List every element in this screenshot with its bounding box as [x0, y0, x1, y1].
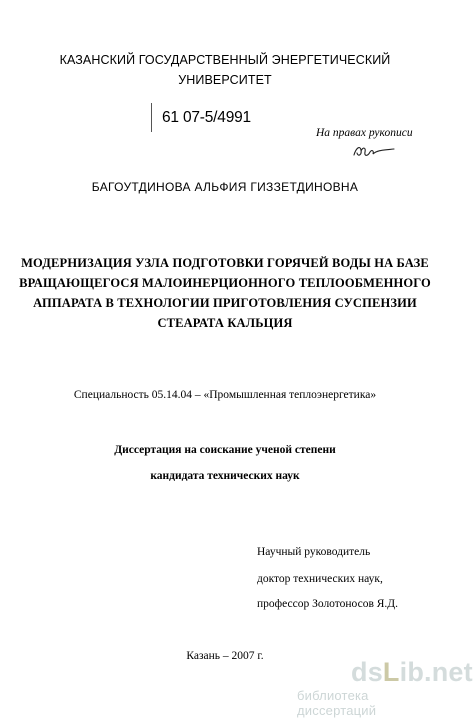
supervisor-line: Научный руководитель	[257, 546, 371, 558]
title-line: ВРАЩАЮЩЕГОСЯ МАЛОИНЕРЦИОННОГО ТЕПЛООБМЕННОГО	[19, 276, 431, 290]
watermark-logo-highlight: L	[382, 657, 400, 687]
signature	[350, 142, 398, 160]
title-line: МОДЕРНИЗАЦИЯ УЗЛА ПОДГОТОВКИ ГОРЯЧЕЙ ВОДЫ НА БАЗЕ	[21, 256, 429, 270]
shelf-mark: 61 07-5/4991	[162, 109, 251, 126]
supervisor-line: профессор Золотоносов Я.Д.	[257, 598, 399, 610]
title-line: АППАРАТА В ТЕХНОЛОГИИ ПРИГОТОВЛЕНИЯ СУСПЕНЗИИ	[33, 296, 417, 310]
supervisor-line: доктор технических наук,	[257, 573, 383, 585]
university-name-line1: КАЗАНСКИЙ ГОСУДАРСТВЕННЫЙ ЭНЕРГЕТИЧЕСКИЙ	[59, 53, 391, 67]
specialty: Специальность 05.14.04 – «Промышленная теплоэнергетика»	[73, 389, 377, 401]
watermark-logo-suffix: ib.net	[399, 657, 473, 687]
watermark-subtitle: библиотека диссертаций	[297, 688, 377, 718]
author-name: БАГОУТДИНОВА АЛЬФИЯ ГИЗЗЕТДИНОВНА	[91, 180, 359, 194]
rights-note: На правах рукописи	[316, 127, 413, 139]
watermark-logo-prefix: ds	[351, 657, 383, 687]
degree-line: Диссертация на соискание ученой степени	[114, 444, 336, 456]
watermark-logo	[351, 657, 473, 687]
title-line: СТЕАРАТА КАЛЬЦИЯ	[157, 316, 293, 330]
degree-line: кандидата технических наук	[150, 470, 300, 482]
city-year: Казань – 2007 г.	[186, 650, 264, 662]
stamp-bar	[151, 103, 152, 132]
university-name-line2: УНИВЕРСИТЕТ	[178, 73, 272, 87]
